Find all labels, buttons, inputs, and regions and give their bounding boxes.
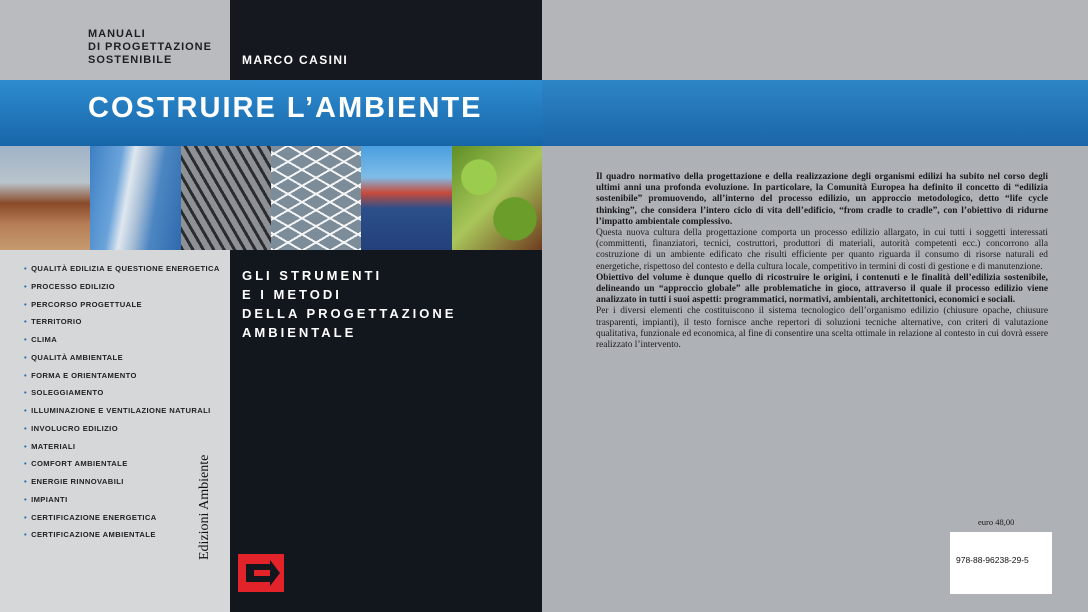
bullet-icon: •	[24, 388, 28, 398]
publisher-logo	[238, 554, 284, 592]
topic-item: • QUALITÀ AMBIENTALE	[24, 352, 124, 362]
topic-item: • MATERIALI	[24, 441, 76, 451]
bullet-icon: •	[24, 530, 28, 540]
author-panel	[230, 0, 542, 80]
topic-item: • PERCORSO PROGETTUALE	[24, 299, 143, 309]
subtitle-line-2: E I METODI	[242, 287, 342, 302]
topic-item: • IMPIANTI	[24, 494, 68, 504]
blurb-paragraph-1: Il quadro normativo della progettazione e della realizzazione degli organismi edilizi ha subito nel corso degli ultimi anni una profonda evoluzione. In particolare, la Comunità Europea ha definito il concetto di “edilizia sostenibile” promuovendo, all’interno del processo edilizio, un approccio metodologico, detto “life cycle thinking”, che considera l’intero ciclo di vita dell’edificio, “from cradle to cradle”, con l’obiettivo di ridurne l’impatto ambientale complessivo.	[596, 172, 1048, 227]
topic-item: • CLIMA	[24, 335, 58, 344]
author-name: MARCO CASINI	[242, 53, 349, 67]
topic-item: • CERTIFICAZIONE AMBIENTALE	[24, 530, 156, 540]
blurb-paragraph-4: Per i diversi elementi che costituiscono il sistema tecnologico dell’organismo edilizio (chiusure opache, chiusure trasparenti, impianti), il testo fornisce anche repertori di soluzioni tecniche alternative, con criteri di valutazione qualitativa, funzionale ed economica, al fine di consentire una scelta ottimale in relazione al contesto in cui dovrà essere realizzato l’intervento.	[596, 306, 1048, 351]
back-top-band	[542, 0, 1088, 80]
bullet-icon: •	[24, 406, 28, 415]
steel-roof-photo	[181, 146, 271, 250]
logo-icon	[238, 554, 284, 592]
topics-list	[24, 264, 220, 548]
bullet-icon: •	[24, 494, 28, 504]
bullet-icon: •	[24, 459, 28, 469]
series-line-3: SOSTENIBILE	[88, 54, 173, 66]
bullet-icon: •	[24, 317, 28, 327]
topic-item: • INVOLUCRO EDILIZIO	[24, 423, 118, 433]
skyscraper-photo	[90, 146, 180, 250]
geodesic-dome-photo	[271, 146, 361, 250]
topic-item: • COMFORT AMBIENTALE	[24, 459, 128, 469]
subtitle-line-3: DELLA PROGETTAZIONE	[242, 306, 457, 321]
isbn-number: 978-88-96238-29-5	[956, 555, 1029, 565]
topic-item: • ENERGIE RINNOVABILI	[24, 477, 124, 486]
green-wall-photo	[452, 146, 542, 250]
blurb-paragraph-2: Questa nuova cultura della progettazione comporta un processo edilizio allargato, in cui tutti i soggetti interessati (committenti, finanziatori, tecnici, costruttori, produttori di materiali, autorità competenti ecc.) concorrono alla costruzione di un ambiente edificato che risulti efficiente per quanto riguarda il consumo di risorse naturali ed energetiche, rispettoso del contesto e della cultura locale, competitivo in termini di costi di gestione e di manutenzione.	[596, 228, 1048, 272]
series-line-1: MANUALI	[88, 28, 146, 40]
back-blurb	[596, 172, 1048, 351]
winery-photo	[0, 146, 90, 250]
topic-item: • TERRITORIO	[24, 317, 82, 327]
bullet-icon: •	[24, 299, 28, 309]
series-line-2: DI PROGETTAZIONE	[88, 41, 212, 53]
bullet-icon: •	[24, 352, 28, 362]
bullet-icon: •	[24, 441, 28, 451]
blurb-paragraph-3: Obiettivo del volume è dunque quello di ricostruire le origini, i contenuti e le finalità dell’edilizia sostenibile, delineando un “approccio globale” alle problematiche in gioco, attraverso il quale il processo edilizio viene analizzato in tutti i suoi aspetti: programmatici, normativi, ambientali, architettonici, economici e sociali.	[596, 272, 1048, 306]
bullet-icon: •	[24, 370, 28, 380]
topic-item: • PROCESSO EDILIZIO	[24, 281, 116, 291]
bullet-icon: •	[24, 512, 28, 522]
topic-item: • SOLEGGIAMENTO	[24, 388, 104, 398]
photo-strip	[0, 146, 542, 250]
solar-panels-photo	[361, 146, 451, 250]
bullet-icon: •	[24, 281, 28, 291]
bullet-icon: •	[24, 264, 28, 273]
topic-item: • ILLUMINAZIONE E VENTILAZIONE NATURALI	[24, 406, 211, 415]
subtitle-line-1: GLI STRUMENTI	[242, 268, 383, 283]
book-title: COSTRUIRE L’AMBIENTE	[88, 92, 483, 124]
subtitle-line-4: AMBIENTALE	[242, 325, 357, 340]
price-label: euro 48,00	[978, 517, 1015, 527]
topic-item: • CERTIFICAZIONE ENERGETICA	[24, 512, 157, 522]
bullet-icon: •	[24, 477, 28, 486]
bullet-icon: •	[24, 423, 28, 433]
topic-item: • FORMA E ORIENTAMENTO	[24, 370, 137, 380]
topic-item: • QUALITÀ EDILIZIA E QUESTIONE ENERGETICA	[24, 264, 220, 273]
bullet-icon: •	[24, 335, 28, 344]
back-blue-band	[542, 80, 1088, 146]
